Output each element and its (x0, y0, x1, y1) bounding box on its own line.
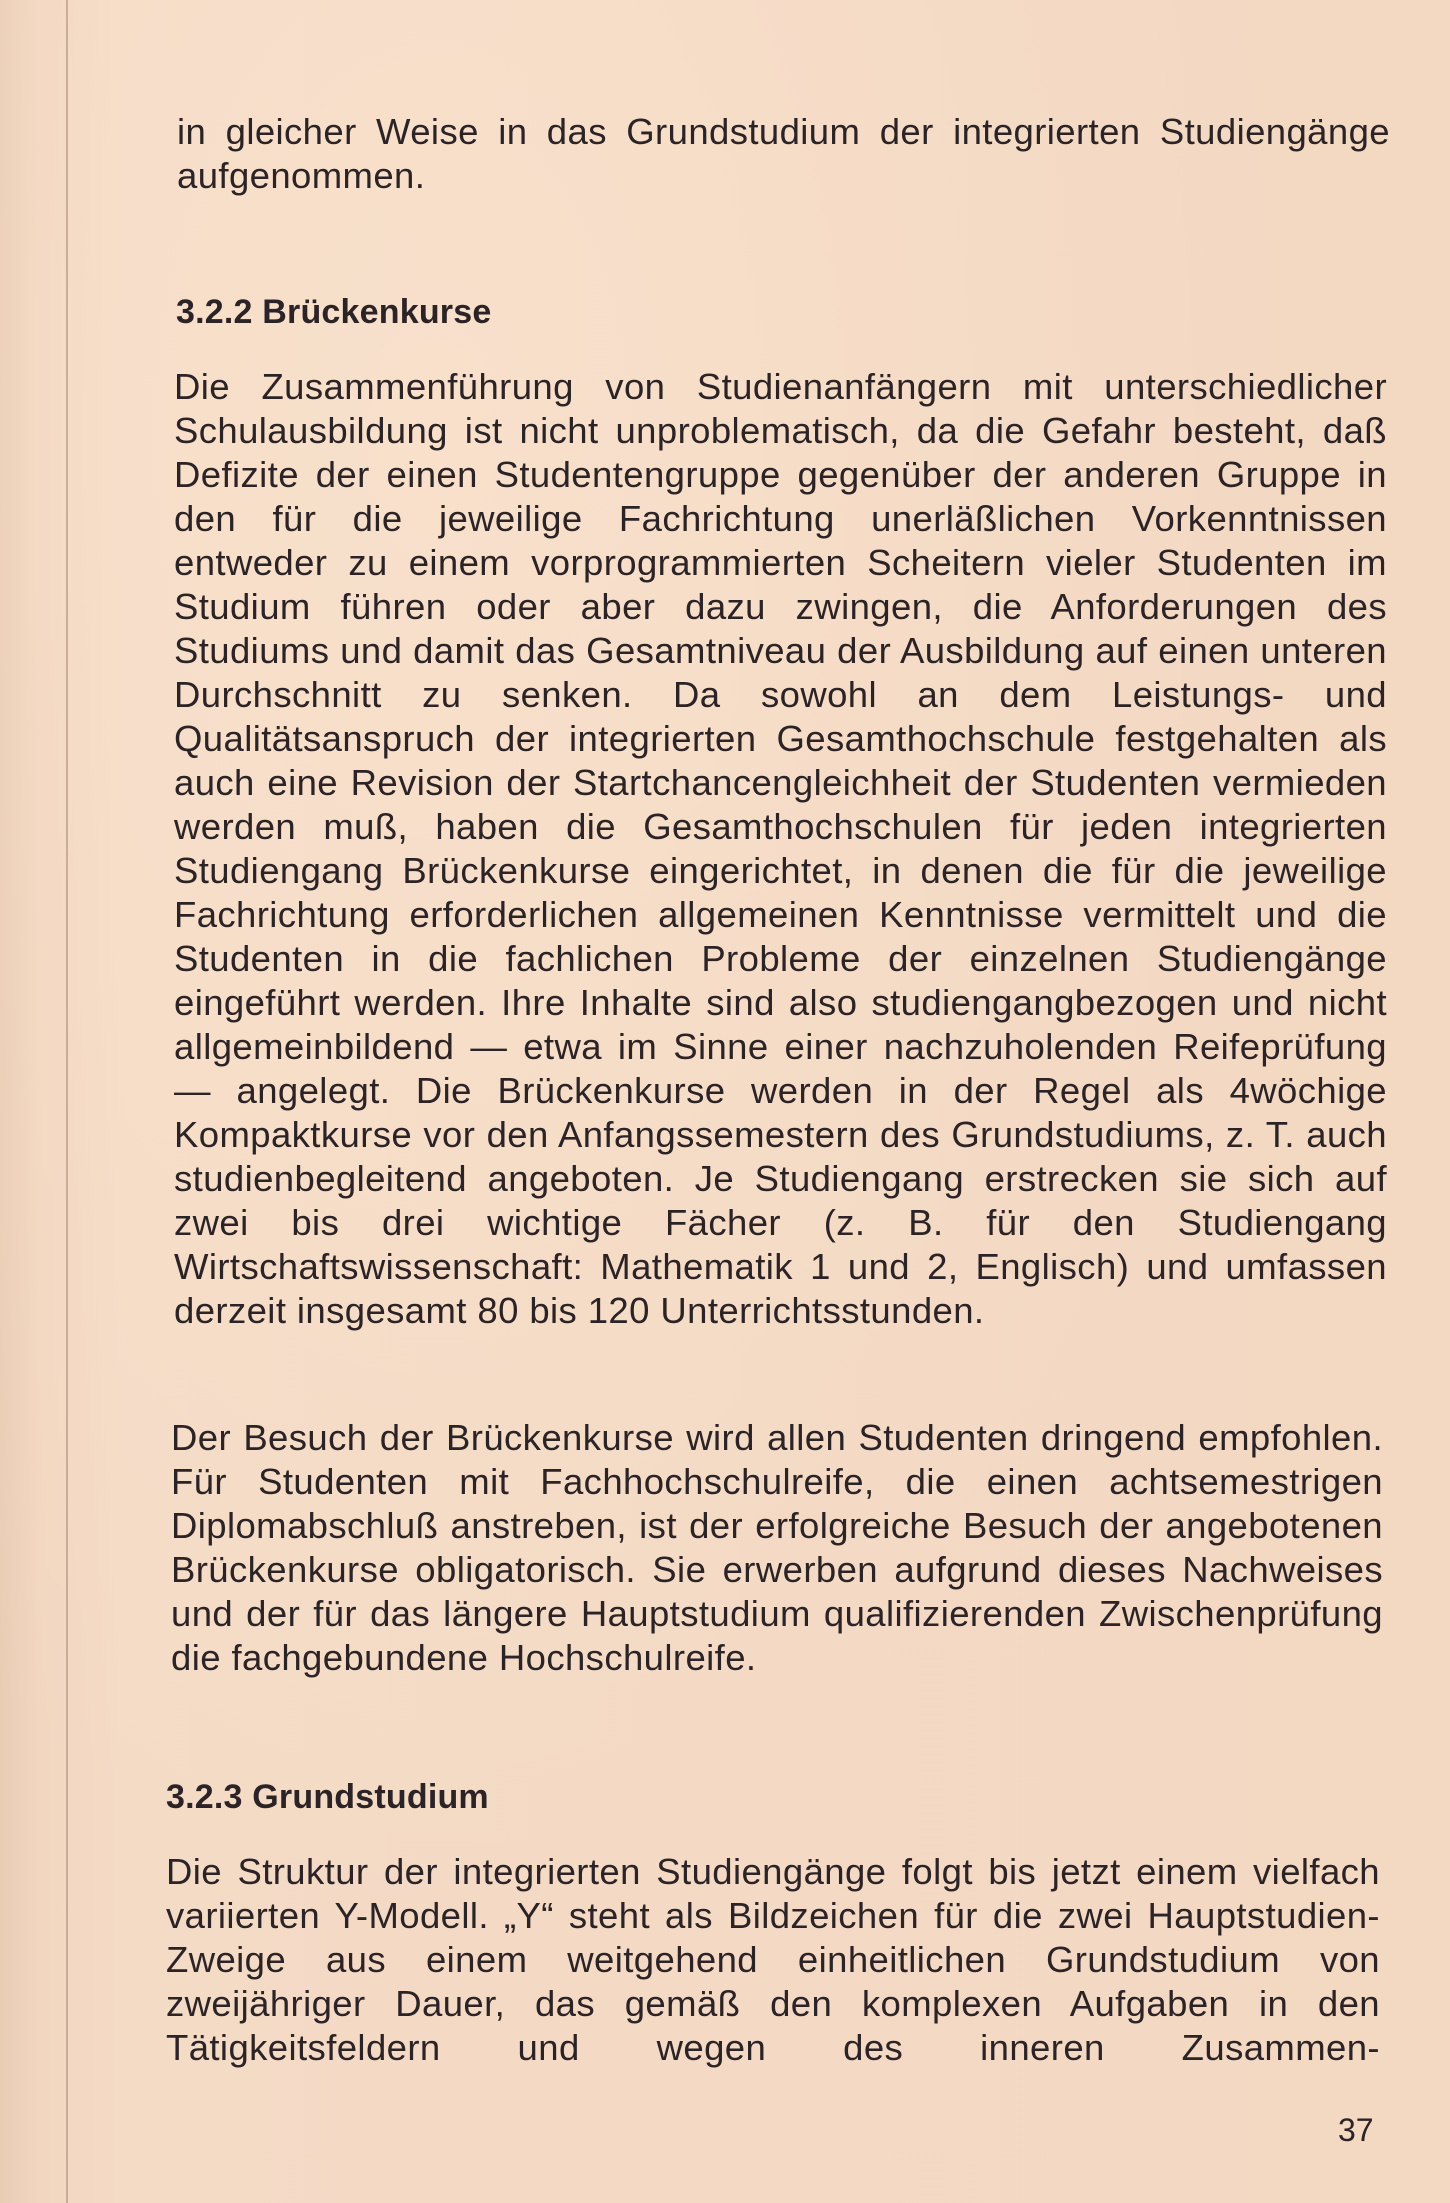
bridge-courses-paragraph-1: Die Zusammenführung von Studienanfängern mit unterschiedlicher Schulausbildung ist nicht unproblematisch, da die Gefahr besteht, daß Defizite der einen Studentengruppe gegenüber der anderen Gruppe in den für die jeweilige Fachrichtung unerläßlichen Vorkenntnissen entweder zu einem vorprogrammierten Scheitern vieler Studenten im Studium führen oder aber dazu zwingen, die Anforderungen des Studiums und damit das Gesamtniveau der Ausbildung auf einen unteren Durchschnitt zu senken. Da sowohl an dem Leistungs- und Qualitätsanspruch der integrierten Gesamthochschule festgehalten als auch eine Revision der Startchancengleichheit der Studenten vermieden werden muß, haben die Gesamthochschulen für jeden integrierten Studiengang Brückenkurse eingerichtet, in denen die für die jeweilige Fachrichtung erforderlichen allgemeinen Kenntnisse vermittelt und die Studenten in die fachlichen Probleme der einzelnen Studiengänge eingeführt werden. Ihre Inhalte sind also studiengangbezogen und nicht allgemeinbildend — etwa im Sinne einer nachzuholenden Reifeprüfung — angelegt. Die Brückenkurse werden in der Regel als 4wöchige Kompaktkurse vor den Anfangssemestern des Grundstudiums, z. T. auch studienbegleitend angeboten. Je Studiengang erstrecken sie sich auf zwei bis drei wichtige Fächer (z. B. für den Studiengang Wirtschaftswissenschaft: Mathematik 1 und 2, Englisch) und umfassen derzeit insgesamt 80 bis 120 Unterrichtsstunden. (174, 366, 1387, 1331)
section-heading-3-2-3: 3.2.3 Grundstudium (166, 1778, 489, 1816)
bridge-courses-paragraph-2: Der Besuch der Brückenkurse wird allen Studenten dringend empfohlen. Für Studenten mit Fachhochschulreife, die einen achtsemestrigen Diplomabschluß anstreben, ist der erfolgreiche Besuch der angebotenen Brückenkurse obligatorisch. Sie erwerben aufgrund dieses Nachweises und der für das längere Hauptstudium qualifizierenden Zwischenprüfung die fachgebundene Hochschulreife. (171, 1417, 1383, 1678)
basic-studies-paragraph: Die Struktur der integrierten Studiengänge folgt bis jetzt einem vielfach variierten Y-Modell. „Y“ steht als Bildzeichen für die zwei Hauptstudien-Zweige aus einem weitgehend einheitlichen Grundstudium von zweijähriger Dauer, das gemäß den komplexen Aufgaben in den Tätigkeitsfeldern und wegen des inneren Zusammen- (166, 1851, 1380, 2068)
section-heading-3-2-2: 3.2.2 Brückenkurse (176, 293, 492, 331)
page-number: 37 (1338, 2112, 1374, 2148)
binding-edge (66, 0, 68, 2203)
intro-paragraph: in gleicher Weise in das Grundstudium der integrierten Studiengänge aufgenommen. (177, 111, 1390, 196)
